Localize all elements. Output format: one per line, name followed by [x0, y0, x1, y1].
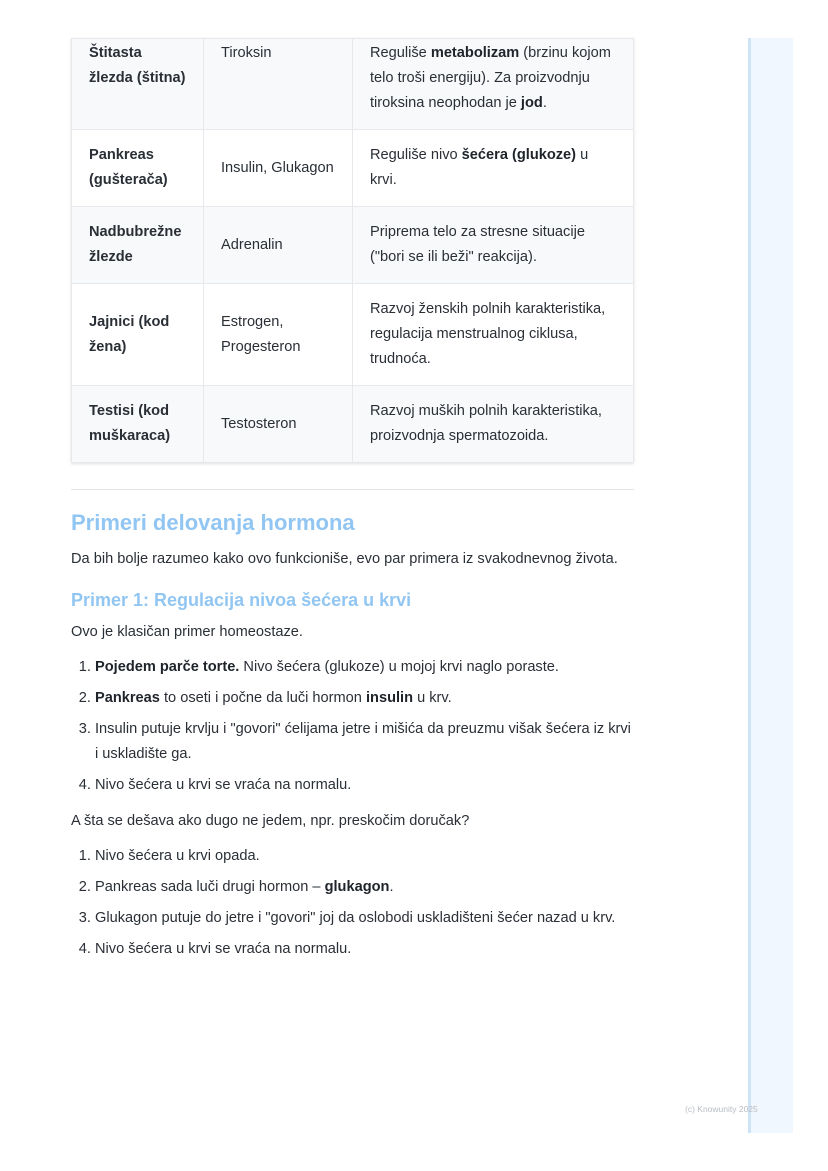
text-segment: u krvi.	[370, 147, 589, 188]
effect-cell	[353, 284, 634, 386]
text-segment: u krv.	[413, 690, 452, 706]
table-row	[72, 130, 634, 207]
text-segment: Reguliše	[370, 45, 431, 61]
document-content	[71, 38, 634, 972]
text-segment: Glukagon putuje do jetre i "govori" joj da oslobodi uskladišteni šećer nazad u krv.	[95, 910, 616, 926]
steps-list	[71, 655, 634, 798]
effect-cell	[353, 207, 634, 284]
text-segment: Nivo šećera u krvi se vraća na normalu.	[95, 941, 352, 957]
table-row	[72, 39, 634, 130]
text-segment: .	[542, 95, 547, 111]
effect-cell	[353, 130, 634, 207]
text-segment: Nivo šećera u krvi opada.	[95, 848, 260, 864]
text-segment: Pankreas	[95, 690, 160, 706]
hormone-cell: Testosteron	[204, 386, 353, 463]
text-segment: Pankreas sada luči drugi hormon –	[95, 879, 325, 895]
gland-cell: Testisi (kod muškaraca)	[72, 386, 204, 463]
gland-cell: Pankreas (gušterača)	[72, 130, 204, 207]
text-segment: Insulin putuje krvlju i "govori" ćelijama jetre i mišića da preuzmu višak šećera iz krvi i uskladište ga.	[95, 721, 631, 762]
hormone-table	[71, 38, 634, 463]
section-title: Primeri delovanja hormona	[71, 510, 355, 535]
section-intro: Da bih bolje razumeo kako ovo funkcioniše, evo par primera iz svakodnevnog života.	[71, 551, 618, 567]
text-segment: (brzinu kojom telo troši energiju). Za proizvodnju tiroksina neophodan je	[370, 45, 611, 111]
text-segment: Reguliše nivo	[370, 147, 462, 163]
list-item	[95, 906, 634, 931]
text-segment: Razvoj ženskih polnih karakteristika, regulacija menstrualnog ciklusa, trudnoća.	[370, 301, 606, 367]
text-segment: insulin	[365, 690, 414, 706]
gland-cell: Nadbubrežne žlezde	[72, 207, 204, 284]
text-segment: Nivo šećera u krvi se vraća na normalu.	[95, 777, 352, 793]
example-intro: Ovo je klasičan primer homeostaze.	[71, 624, 303, 640]
list-item	[95, 717, 634, 767]
list-item	[95, 773, 634, 798]
text-segment: Priprema telo za stresne situacije ("bori se ili beži" reakcija).	[370, 224, 585, 265]
table-row	[72, 284, 634, 386]
table-row	[72, 386, 634, 463]
text-segment: Pojedem parče torte.	[95, 659, 240, 675]
hormone-cell: Tiroksin	[204, 39, 353, 130]
text-segment: glukagon	[324, 879, 390, 895]
copyright: (c) Knowunity 2025	[685, 1104, 758, 1114]
effect-cell	[353, 386, 634, 463]
example-title: Primer 1: Regulacija nivoa šećera u krvi	[71, 590, 412, 610]
list-item	[95, 937, 634, 962]
hormone-cell: Adrenalin	[204, 207, 353, 284]
list-item	[95, 655, 634, 680]
hormone-cell: Insulin, Glukagon	[204, 130, 353, 207]
text-segment: to oseti i počne da luči hormon	[159, 690, 366, 706]
steps-list-2	[71, 844, 634, 962]
example-question: A šta se dešava ako dugo ne jedem, npr. preskočim doručak?	[71, 813, 470, 829]
list-item	[95, 875, 634, 900]
gland-cell: Jajnici (kod žena)	[72, 284, 204, 386]
gland-cell: Štitasta žlezda (štitna)	[72, 39, 204, 130]
side-panel	[748, 38, 793, 1133]
text-segment: jod	[520, 95, 543, 111]
divider	[71, 489, 634, 490]
text-segment: Razvoj muških polnih karakteristika, proizvodnja spermatozoida.	[370, 403, 602, 444]
table-row	[72, 207, 634, 284]
hormone-cell: Estrogen, Progesteron	[204, 284, 353, 386]
text-segment: .	[389, 879, 394, 895]
text-segment: Nivo šećera (glukoze) u mojoj krvi naglo poraste.	[239, 659, 559, 675]
text-segment: metabolizam	[430, 45, 520, 61]
list-item	[95, 686, 634, 711]
text-segment: šećera (glukoze)	[461, 147, 577, 163]
effect-cell	[353, 39, 634, 130]
list-item	[95, 844, 634, 869]
